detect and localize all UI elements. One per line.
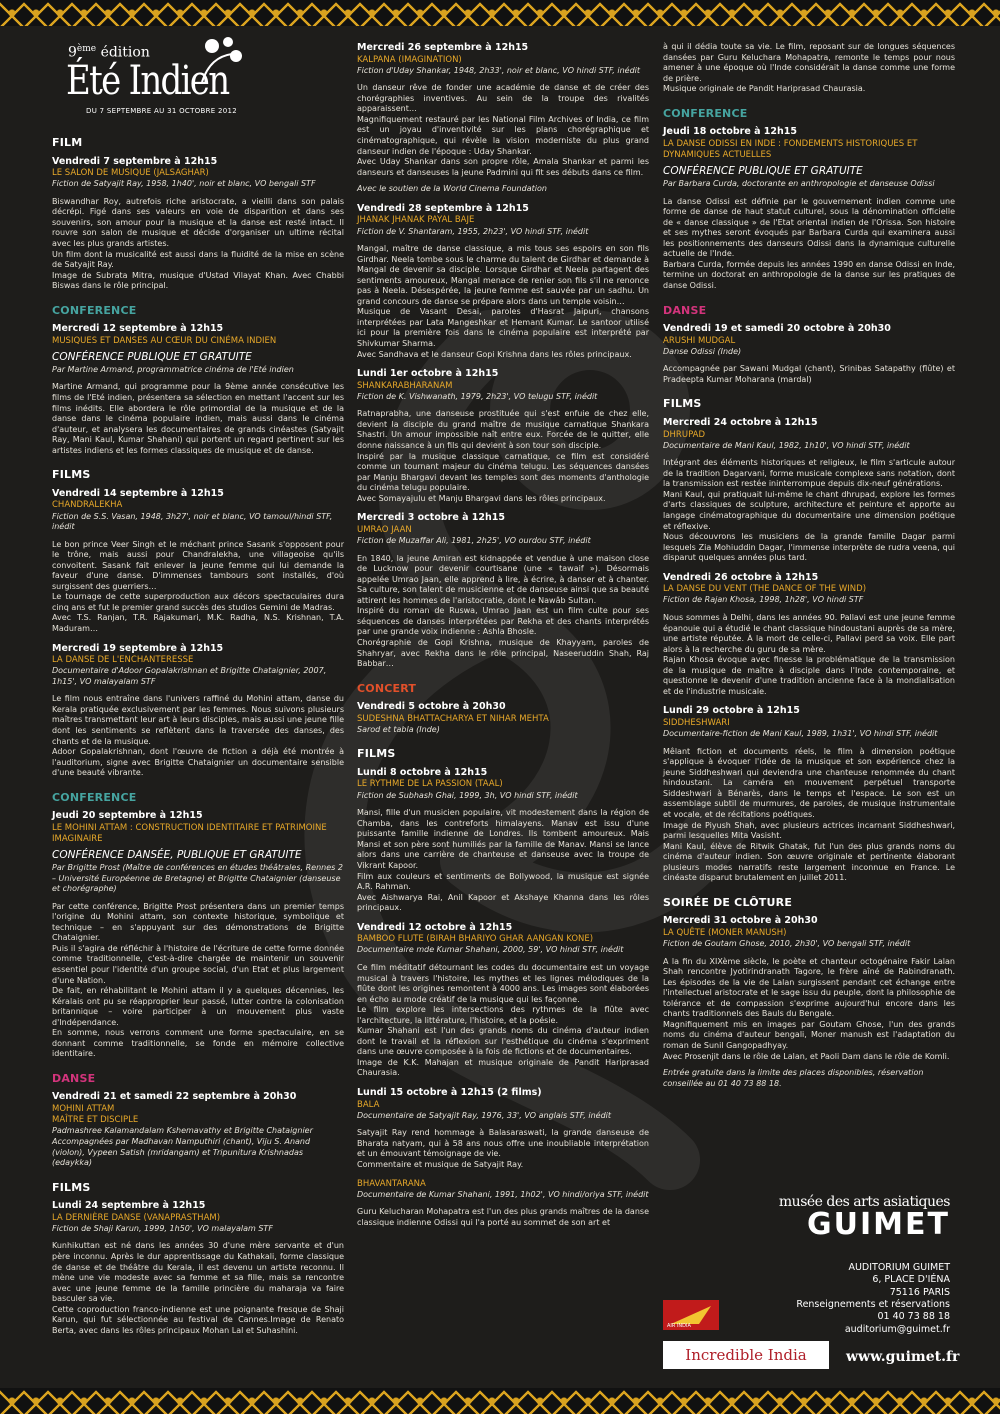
event-description (357, 1128, 649, 1170)
event-title: LE RYTHME DE LA PASSION (TAAL) (357, 779, 503, 790)
description-paragraph: Le film explore les intersections des rythmes de la flûte avec l'architecture, la littérature, l'histoire, et la poésie. (357, 1005, 649, 1025)
program-event (357, 1087, 649, 1170)
air-india-logo (663, 1300, 719, 1330)
website-link[interactable]: www.guimet.fr (846, 1349, 960, 1365)
event-description (357, 409, 649, 504)
event-title: BALA (357, 1099, 380, 1110)
event-date: Lundi 29 octobre à 12h15 (663, 705, 800, 717)
address-line: AUDITORIUM GUIMET (848, 1262, 950, 1273)
description-paragraph: Mani Kaul, élève de Ritwik Ghatak, fut l'un des plus grands noms du cinéma d'auteur indien. Son œuvre originale et pertinente élaborant plusieurs modes narratifs reste largement inconnue en France. Le cinéaste disparut brutalement en juillet 2011. (663, 841, 955, 883)
event-date: Mercredi 12 septembre à 12h15 (52, 323, 224, 335)
event-description (663, 197, 955, 292)
description-paragraph: Film aux couleurs et sentiments de Bollywood, la musique est signée A.R. Rahman. (357, 871, 649, 892)
guimet-logo (760, 1194, 950, 1240)
phone-number: 01 40 73 88 18 (877, 1311, 950, 1323)
event-date: Lundi 24 septembre à 12h15 (52, 1200, 206, 1212)
event-date: Vendredi 21 et samedi 22 septembre à 20h30 (52, 1091, 297, 1103)
event-credit: Par Brigitte Prost (Maître de conférences en études théâtrales, Rennes 2 – Université Européenne de Bretagne) et Brigitte Chataignier (danseuse et chorégraphe) (52, 863, 343, 894)
event-title: CHANDRALEKHA (52, 500, 123, 511)
address-block (760, 1262, 950, 1336)
program-event (663, 705, 955, 883)
festival-title: Été Indien (66, 58, 229, 104)
event-title: LE SALON DE MUSIQUE (JALSAGHAR) (52, 168, 209, 179)
program-event (357, 701, 649, 735)
event-description (663, 458, 955, 563)
program-event (52, 810, 344, 1060)
event-title: KALPANA (IMAGINATION) (357, 54, 462, 65)
event-date: Vendredi 19 et samedi 20 octobre à 20h30 (663, 323, 891, 335)
event-date: Vendredi 26 octobre à 12h15 (663, 571, 819, 583)
event-title: LA DANSE ODISSI EN INDE : FONDEMENTS HISTORIQUES ET DYNAMIQUES ACTUELLES (663, 138, 918, 160)
event-credit: Danse Odissi (Inde) (663, 346, 742, 356)
program-event (663, 417, 955, 564)
description-paragraph: Avec Aishwarya Rai, Anil Kapoor et Akshaye Khanna dans les rôles principaux. (357, 892, 649, 913)
section-heading: CONFERENCE (663, 106, 748, 120)
air-india-label: AIR INDIA (667, 1323, 691, 1329)
event-title: UMRAO JAAN (357, 524, 412, 535)
decorative-border-top (0, 0, 1000, 26)
flower-icon (192, 34, 252, 84)
event-title: LE MOHINI ATTAM : CONSTRUCTION IDENTITAIRE ET PATRIMOINE IMAGINAIRE (52, 822, 327, 844)
description-paragraph: Barbara Curda, formée depuis les années 1990 en danse Odissi en Inde, termine un doctorat en anthropologie de la danse sur les pratiques de danse Odissi. (663, 259, 955, 290)
event-credit: Fiction de K. Vishwanath, 1979, 2h23', VO telugu STF, inédit (357, 391, 598, 401)
event-credit: Fiction de S.S. Vasan, 1948, 3h27', noir et blanc, VO tamoul/hindi STF, inédit (52, 511, 333, 532)
description-paragraph: Guru Kelucharan Mohapatra est l'un des plus grands maîtres de la danse classique indienne Odissi qui l'a porté au sommet de son art et (357, 1207, 649, 1227)
event-description (663, 613, 955, 697)
event-title: ARUSHI MUDGAL (663, 335, 736, 346)
event-title: SUDESHNA BHATTACHARYA ET NIHAR MEHTA (357, 713, 549, 724)
edition-label: 9ème édition (68, 44, 150, 61)
event-credit: Fiction de Satyajit Ray, 1958, 1h40', noir et blanc, VO bengali STF (52, 179, 316, 189)
description-paragraph: Avec Sandhava et le danseur Gopi Krishna dans les rôles principaux. (357, 349, 632, 359)
program-event (663, 42, 955, 95)
program-event (357, 767, 649, 914)
description-paragraph: Ce film méditatif détournant les codes du documentaire est un voyage musical à travers l'histoire, les mythes et les lignes mélodiques de la flûte dont les origines remontent à 4000 ans. Les images sont élaborées en écho au mode créatif de la musique qui les façonne. (357, 963, 649, 1004)
event-type: CONFÉRENCE DANSÉE, PUBLIQUE ET GRATUITE (52, 849, 302, 862)
description-paragraph: Nous sommes à Delhi, dans les années 90. Pallavi est une jeune femme épanouie qui a étudié le chant classique hindoustani auprès de sa mère, une artiste réputée. À la mort de celle-ci, Pallavi perd sa voix. Elle part alors à la recherche du guru de sa mère. (663, 613, 955, 654)
program-event (357, 512, 649, 669)
program-event (52, 1091, 344, 1168)
event-description (52, 197, 344, 292)
description-paragraph: Musique originale de Pandit Hariprasad Chaurasia. (663, 84, 866, 94)
event-description (663, 957, 955, 1062)
description-paragraph: A la fin du XIXème siècle, le poète et chanteur octogénaire Fakir Lalan Shah rencontre Jyotirindranath Tagore, le frère aîné de Rabindranath. Les épisodes de la vie de Lalan surgissent pendant cet échange entre l'intellectuel aristocrate et le sage issu du peuple, dont la philosophie de tolérance et de compassion s'exprime aujourd'hui encore dans les chants traditionnels des Bauls du Bengale. (663, 956, 955, 1019)
event-date: Vendredi 12 octobre à 12h15 (357, 921, 513, 933)
description-paragraph: Avec Uday Shankar dans son propre rôle, Amala Shankar et parmi les danseurs et danseuses la jeune Padmini qui fit ses débuts dans ce film. (357, 157, 649, 177)
description-paragraph: Commentaire et musique de Satyajit Ray. (357, 1159, 524, 1169)
event-credit: Par Martine Armand, programmatrice cinéma de l'Eté indien (52, 364, 294, 374)
event-title: JHANAK JHANAK PAYAL BAJE (357, 215, 475, 226)
program-event (357, 922, 649, 1079)
event-subtitle: MAÎTRE ET DISCIPLE (52, 1115, 139, 1126)
description-paragraph: Image de Subrata Mitra, musique d'Ustad Vilayat Khan. Avec Chabbi Biswas dans le rôle principal. (52, 270, 344, 291)
event-note: Entrée gratuite dans la limite des places disponibles, réservation conseillée au 01 40 73 88 18. (663, 1068, 924, 1088)
event-title: LA QUÊTE (MONER MANUSH) (663, 927, 787, 938)
event-date: Vendredi 14 septembre à 12h15 (52, 487, 224, 499)
program-event (357, 1179, 649, 1229)
event-date: Mercredi 31 octobre à 20h30 (663, 915, 818, 927)
event-description (52, 1241, 344, 1336)
section-heading: FILMS (357, 747, 396, 761)
section-heading: DANSE (52, 1071, 96, 1085)
description-paragraph: Mangal, maître de danse classique, a mis tous ses espoirs en son fils Girdhar. Neela tombe sous le charme du talent de Girdhar et demande à Mangal de devenir sa disciple. Lorsque Girdhar et Neela partagent des sentiments amoureux, Mangal menace de renier son fils s'il ne renonce pas à Neela. Désespérée, la jeune femme est sauvée par un sadhu. Un grand concours de danse se prépare alors dans un temple voisin… (357, 244, 649, 306)
event-credit: Fiction de Goutam Ghose, 2010, 2h30', VO bengali STF, inédit (663, 939, 911, 949)
description-paragraph: Intégrant des éléments historiques et religieux, le film s'articule autour de la tradition Dagarvani, forme musicale complexe sans notation, dont la transmission est restée ininterrompue depuis dix-neuf générations. (663, 458, 955, 489)
event-title: MOHINI ATTAM (52, 1103, 115, 1114)
description-paragraph: à qui il dédia toute sa vie. Le film, reposant sur de longues séquences dansées par Guru Keluchara Mohapatra, remonte le temps pour nous amener à une époque où l'Inde considérait la danse comme une forme de prière. (663, 42, 955, 83)
section-heading: CONFERENCE (52, 303, 137, 317)
description-paragraph: Kunhikuttan est né dans les années 30 d'une mère servante et d'un père inconnu. Après le dur apprentissage du Kathakali, forme classique de danse et de théâtre du Kerala, il est devenu un artiste reconnu. Il mène une vie modeste avec sa femme et sa fille, mais sa rencontre avec une jeune femme de la famille princière du maharaja va faire basculer sa vie. (52, 1241, 344, 1304)
description-paragraph: Inspiré du roman de Ruswa, Umrao Jaan est un film culte pour ses séquences de danses interprétées par Rekha et des chants interprétés par une grande voix indienne : Ashla Bhosle. (357, 606, 649, 637)
incredible-india-logo: Incredible India (663, 1341, 829, 1369)
section-heading: DANSE (663, 303, 707, 317)
description-paragraph: Chorégraphie de Gopi Krishna, musique de Khayyam, paroles de Shahryar, avec Rekha dans le rôle principal, Naseeruddin Shah, Raj Babbar… (357, 637, 649, 669)
event-description (52, 382, 344, 456)
description-paragraph: En 1840, la jeune Amiran est kidnappée et vendue à une maison close de Lucknow pour devenir courtisane (une « tawaif »). Désormais appelée Umrao Jaan, elle apprend à lire, à écrire, à danser et à chanter. Sa culture, son talent de musicienne et de danseuse ainsi que sa beauté attirent les hommes de l'aristocratie, dont le Nawâb Sultan. (357, 553, 649, 605)
event-description (357, 244, 649, 360)
event-description (357, 554, 649, 670)
program-column-2 (357, 42, 649, 1236)
description-paragraph: Magnifiquement restauré par les National Film Archives of India, ce film est un joyau d'inventivité sur les plans chorégraphique et cinématographique, qui révèle la vision moderniste du plus grand danseur indien de l'époque : Uday Shankar. (357, 114, 649, 156)
description-paragraph: Satyajit Ray rend hommage à Balasaraswati, la grande danseuse de Bharata natyam, qui à 58 ans nous offre une inoubliable interprétation et un émouvant témoignage de vie. (357, 1128, 649, 1159)
program-event (357, 203, 649, 360)
event-description (663, 747, 955, 884)
event-description (52, 694, 344, 778)
event-type: CONFÉRENCE PUBLIQUE ET GRATUITE (663, 165, 863, 178)
description-paragraph: Image de K.K. Mahajan et musique originale de Pandit Hariprasad Chaurasia. (357, 1057, 649, 1078)
event-credit: Documentaire de Mani Kaul, 1982, 1h10', VO hindi STF, inédit (663, 440, 910, 450)
description-paragraph: Ratnaprabha, une danseuse prostituée qui s'est enfuie de chez elle, devient la disciple du grand maître de musique carnatique Shankara Shastri. Un amour impossible naît entre eux. Forcée de le quitter, elle donne naissance à un fils qui devient à son tour son disciple. (357, 409, 649, 451)
description-paragraph: En somme, nous verrons comment une forme spectaculaire, en se donnant comme traditionnelle, se fonde en mémoire collective identitaire. (52, 1028, 344, 1059)
event-credit: Sarod et tabla (Inde) (357, 724, 440, 734)
description-paragraph: Avec Prosenjit dans le rôle de Lalan, et Paoli Dam dans le rôle de Komli. (663, 1051, 950, 1061)
description-paragraph: Mani Kaul, qui pratiquait lui-même le chant dhrupad, explore les formes d'arts classiques de sculpture, architecture et peinture et apporte au langage cinématographique du documentaire une dimension poétique et réflexive. (663, 489, 955, 531)
description-paragraph: Avec T.S. Ranjan, T.R. Rajakumari, M.K. Radha, N.S. Krishnan, T.A. Maduram… (52, 613, 344, 633)
description-paragraph: Inspiré par la musique classique carnatique, ce film est considéré comme un tournant majeur du cinéma telugu. Les séquences dansées par Manju Bhargavi devant les temples sont des moments d'anthologie du cinéma telugu populaire. (357, 451, 649, 493)
description-paragraph: Rajan Khosa évoque avec finesse la problématique de la transmission de la musique de maître à disciple dans l'Inde contemporaine, et questionne le devenir d'une tradition ancienne face à la mondialisation et de l'industrie musicale. (663, 655, 955, 696)
event-date: Vendredi 5 octobre à 20h30 (357, 701, 506, 713)
program-event (52, 323, 344, 456)
event-credit: Fiction de Muzaffar Ali, 1981, 2h25', VO ourdou STF, inédit (357, 536, 591, 546)
description-paragraph: Magnifiquement mis en images par Goutam Ghose, l'un des grands noms du cinéma d'auteur bengali, Moner manush est l'adaptation du roman de Sunil Gangopadhyay. (663, 1019, 955, 1050)
description-paragraph: Biswandhar Roy, autrefois riche aristocrate, a vieilli dans son palais décrépi. Figé dans ses valeurs en voie de disparition et dans ses souvenirs, son amour pour la musique et la danse est resté intact. Il rouvre son salon de musique et décide d'organiser un ultime récital avec les plus grands artistes. (52, 196, 344, 248)
section-heading: FILMS (663, 397, 702, 411)
program-event (663, 572, 955, 698)
event-title: SIDDHESHWARI (663, 717, 730, 728)
event-credit: Fiction d'Uday Shankar, 1948, 2h33', noir et blanc, VO hindi STF, inédit (357, 65, 641, 75)
event-date: Jeudi 18 octobre à 12h15 (663, 126, 798, 138)
event-date: Lundi 15 octobre à 12h15 (2 films) (357, 1087, 542, 1099)
festival-dates: DU 7 SEPTEMBRE AU 31 OCTOBRE 2012 (86, 107, 238, 115)
description-paragraph: De fait, en réhabilitant le Mohini attam il y a quelques décennies, les Kéralais ont pu se réapproprier leur passé, lutter contre la colonisation britannique – voire participer à un mouvement plus vaste d'Indépendance. (52, 986, 344, 1027)
event-credit: Documentaire de Kumar Shahani, 1991, 1h02', VO hindi/oriya STF, inédit (357, 1189, 649, 1199)
event-description (52, 902, 344, 1060)
event-description (357, 1207, 649, 1228)
program-event (357, 42, 649, 195)
event-credit: Fiction de Subhash Ghai, 1999, 3h, VO hindi STF, inédit (357, 790, 578, 800)
event-description (663, 42, 955, 95)
description-paragraph: Mansi, fille d'un musicien populaire, vit modestement dans la région de Chamba, dans les contreforts himalayens. Manav est issu d'une puissante famille indienne de Londres. Ils tombent amoureux. Mais Mansi et son père sont humiliés par la famille de Manav. Mansi se lance alors dans une carrière de chanteuse et danseuse avec la troupe de Vikrant Kapoor. (357, 808, 649, 870)
address-line: Renseignements et réservations (796, 1299, 950, 1311)
section-heading: CONFERENCE (52, 790, 137, 804)
description-paragraph: Accompagnée par Sawani Mudgal (chant), Srinibas Satapathy (flûte) et Pradeepta Kumar Moharana (mardal) (663, 364, 955, 384)
event-date: Lundi 1er octobre à 12h15 (357, 368, 499, 380)
event-credit: Documentaire-fiction de Mani Kaul, 1989, 1h31', VO hindi STF, inédit (663, 729, 938, 739)
description-paragraph: Avec Somayajulu et Manju Bhargavi dans les rôles principaux. (357, 493, 606, 503)
address-line: 6, PLACE D'IÉNA (872, 1274, 950, 1286)
event-title: BHAVANTARANA (357, 1178, 426, 1189)
event-credit: Documentaire de Satyajit Ray, 1976, 33', VO anglais STF, inédit (357, 1110, 612, 1120)
event-description (357, 963, 649, 1079)
event-date: Jeudi 20 septembre à 12h15 (52, 810, 203, 822)
event-title: SHANKARABHARANAM (357, 380, 453, 391)
description-paragraph: Adoor Gopalakrishnan, dont l'œuvre de fiction a déjà été montrée à l'auditorium, signe avec Brigitte Chataignier un documentaire sensible d'une beauté vibrante. (52, 747, 344, 778)
description-paragraph: La danse Odissi est définie par le gouvernement indien comme une forme de danse de haut statut culturel, sous la dénomination officielle de « danse classique » de l'Etat oriental indien de l'Orissa. Son histoire et ses mythes seront évoqués par Barbara Curda qui examinera aussi les positionnements des danseurs Odissi dans la dynamique culturelle actuelle de l'Inde. (663, 196, 955, 259)
event-credit: Documentaire mde Kumar Shahani, 2000, 59', VO hindi STF, inédit (357, 945, 624, 955)
description-paragraph: Le tournage de cette superproduction aux décors spectaculaires dura cinq ans et fut le premier grand succès des studios Gemini de Madras. (52, 592, 344, 612)
event-title: LA DANSE DE L'ENCHANTERESSE (52, 655, 194, 666)
event-title: DHRUPAD (663, 429, 706, 440)
event-title: LA DANSE DU VENT (THE DANCE OF THE WIND) (663, 584, 867, 595)
description-paragraph: Image de Piyush Shah, avec plusieurs actrices incarnant Siddheshwari, parmi lesquelles Mita Vasisht. (663, 820, 955, 841)
event-date: Mercredi 19 septembre à 12h15 (52, 642, 224, 654)
address-line: 75116 PARIS (889, 1286, 950, 1298)
festival-logo (52, 34, 292, 118)
description-paragraph: Un danseur rêve de fonder une académie de danse et de créer des chorégraphies inventives. Au sein de la troupe des rivalités apparaissent… (357, 83, 649, 114)
program-event (52, 488, 344, 635)
description-paragraph: Le film nous entraîne dans l'univers raffiné du Mohini attam, danse du Kerala pratiquée exclusivement par les femmes. Nous suivons plusieurs maîtres transmettant leur art à leurs disciples, mais aussi une jeune fille dont les sentiments se reflètent dans la traversée des danses, des chants et de la musique. (52, 694, 344, 746)
program-event (663, 323, 955, 385)
section-heading: FILMS (52, 468, 91, 482)
event-title: BAMBOO FLUTE (BIRAH BHARIYO GHAR AANGAN KONE) (357, 934, 594, 945)
program-event (663, 126, 955, 291)
description-paragraph: Le bon prince Veer Singh et le méchant prince Sasank s'opposent pour le trône, mais aussi pour Chandralekha, une villageoise qu'ils convoitent. Sasank fait enlever la jeune femme qui lui demande la faveur d'une danse. D'immenses tambours sont installés, d'où surgissent des guerriers… (52, 539, 344, 591)
event-credit: Padmashree Kalamandalam Kshemavathy et Brigitte Chataignier Accompagnées par Madhavan Namputhiri (chant), Viju S. Anand (violon), Vypeen Satish (mridangam) et Tripunitura Krishnadas (edaykka) (52, 1126, 313, 1168)
program-event (52, 643, 344, 779)
email-address[interactable]: auditorium@guimet.fr (844, 1323, 950, 1335)
section-heading: CONCERT (357, 681, 417, 695)
event-title: MUSIQUES ET DANSES AU CŒUR DU CINÉMA INDIEN (52, 335, 277, 346)
program-column-1 (52, 124, 344, 1344)
decorative-border-bottom (0, 1388, 1000, 1414)
event-description (663, 364, 955, 385)
program-event (52, 156, 344, 292)
program-event (663, 915, 955, 1089)
event-description (357, 808, 649, 913)
event-date: Mercredi 3 octobre à 12h15 (357, 512, 506, 524)
section-heading: FILM (52, 136, 83, 149)
air-india-wing-icon (671, 1306, 711, 1324)
description-paragraph: Musique de Vasant Desai, paroles d'Hasrat Jaipuri, chansons interprétées par Lata Mangeshkar et Hemant Kumar. Le santoor utilisé ici pour la première fois dans le cinéma populaire est interprété par Shivkumar Sharma. (357, 307, 649, 348)
program-event (52, 1200, 344, 1336)
program-column-3 (663, 42, 955, 1097)
event-description (52, 540, 344, 635)
event-title: LA DERNIÈRE DANSE (VANAPRASTHAM) (52, 1212, 221, 1223)
description-paragraph: Kumar Shahani est l'un des grands noms du cinéma d'auteur indien dont le travail et la réflexion sur l'esthétique du cinéma s'expriment dans une œuvre composée à la fois de fictions et de documentaires. (357, 1026, 649, 1057)
event-date: Mercredi 24 octobre à 12h15 (663, 416, 818, 428)
description-paragraph: Puis il s'agira de réfléchir à l'histoire de l'écriture de cette forme donnée comme traditionnelle, c'est-à-dire chargée de maintenir un souvenir essentiel pour l'identité d'un groupe social, d'un Etat et plus largement d'une Nation. (52, 943, 344, 985)
museum-name: GUIMET (807, 1207, 950, 1242)
event-note: Avec le soutien de la World Cinema Foundation (357, 184, 547, 194)
event-date: Vendredi 7 septembre à 12h15 (52, 155, 218, 167)
museum-subtitle: musée des arts asiatiques (778, 1194, 950, 1210)
event-description (357, 83, 649, 178)
event-credit: Par Barbara Curda, doctorante en anthropologie et danseuse Odissi (663, 179, 935, 189)
description-paragraph: Par cette conférence, Brigitte Prost présentera dans un premier temps l'origine du Mohini attam, son contexte historique, symbolique et technique – en s'appuyant sur des démonstrations de Brigitte Chataignier. (52, 901, 344, 943)
event-date: Mercredi 26 septembre à 12h15 (357, 42, 529, 53)
event-credit: Fiction de V. Shantaram, 1955, 2h23', VO hindi STF, inédit (357, 226, 589, 236)
description-paragraph: Nous découvrons les musiciens de la grande famille Dagar parmi lesquels Zia Mohiuddin Dagar, l'immense interprète de rudra veena, qui disparut quelques années plus tard. (663, 532, 955, 563)
description-paragraph: Mêlant fiction et documents réels, le film à dimension poétique s'applique à évoquer l'idée de la musique et son expérience chez la jeune Siddheshwari qui deviendra une chanteuse renommée du chant hindoustani. La caméra en mouvement perpétuel transporte Siddeshwari à Bénarès, dans le temps et l'espace. Le son est un assemblage subtil de murmures, de paroles, de musique instrumentale et vocale, et de récitations poétiques. (663, 746, 955, 819)
event-credit: Fiction de Rajan Khosa, 1998, 1h28', VO hindi STF (663, 595, 864, 605)
event-type: CONFÉRENCE PUBLIQUE ET GRATUITE (52, 351, 252, 363)
section-heading: FILMS (52, 1180, 91, 1194)
event-credit: Documentaire d'Adoor Gopalakrishnan et Brigitte Chataignier, 2007, 1h15', VO malayalam STF (52, 666, 327, 686)
description-paragraph: Un film dont la musicalité est aussi dans la fluidité de la mise en scène de Satyajit Ray. (52, 249, 344, 270)
event-date: Vendredi 28 septembre à 12h15 (357, 202, 529, 214)
event-credit: Fiction de Shaji Karun, 1999, 1h50', VO malayalam STF (52, 1223, 273, 1233)
event-date: Lundi 8 octobre à 12h15 (357, 766, 488, 778)
section-heading: SOIRÉE DE CLÔTURE (663, 895, 793, 909)
description-paragraph: Martine Armand, qui programme pour la 9ème année consécutive les films de l'Eté indien, présentera sa sélection en mettant l'accent sur les films inédits. Elle abordera le rôle primordial de la musique et de la danse dans le cinéma populaire indien, mais aussi dans le cinéma d'auteur, et analysera les documentaires de grands cinéastes (Satyajit Ray, Mani Kaul, Kumar Shahani) qui portent un regard pertinent sur les artistes indiens et les formes classiques de musique et de danse. (52, 382, 344, 455)
description-paragraph: Cette coproduction franco-indienne est une poignante fresque de Shaji Karun, qui fut sélectionnée au festival de Cannes.Image de Renato Berta, avec dans les rôles principaux Mohan Lal et Suhashini. (52, 1304, 344, 1335)
program-event (357, 368, 649, 504)
